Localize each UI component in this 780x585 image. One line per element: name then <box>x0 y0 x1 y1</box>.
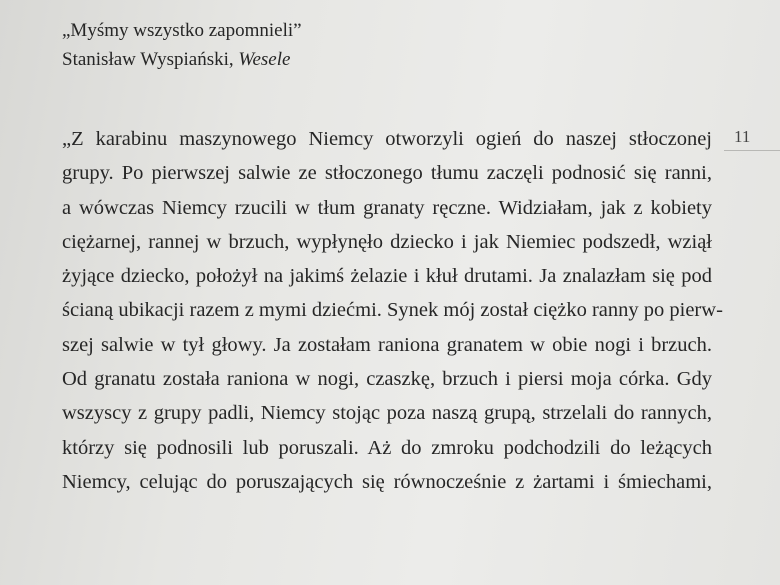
body-line: Niemcy, celując do poruszających się równocześnie z żartami i śmiechami, <box>62 470 712 493</box>
epigraph-work: Wesele <box>238 49 291 70</box>
body-line: Od granatu została raniona w nogi, czaszkę, brzuch i piersi moja córka. Gdy <box>62 368 712 391</box>
body-line: którzy się podnosili lub poruszali. Aż do zmroku podchodzili do leżących <box>62 436 712 459</box>
body-line: żyjące dziecko, położył na jakimś żelazie i kłuł drutami. Ja znalazłam się pod <box>62 265 712 288</box>
body-line: „Z karabinu maszynowego Niemcy otworzyli ogień do naszej stłoczonej <box>62 128 712 150</box>
epigraph-quote: „Myśmy wszystko zapomnieli” <box>62 20 302 41</box>
body-line: ścianą ubikacji razem z mymi dziećmi. Synek mój został ciężko ranny po pierw- <box>62 299 723 322</box>
margin-rule <box>724 150 780 151</box>
body-line: szej salwie w tył głowy. Ja zostałam raniona granatem w obie nogi i brzuch. <box>62 333 712 356</box>
body-line: ciężarnej, rannej w brzuch, wypłynęło dziecko i jak Niemiec podszedł, wziął <box>62 230 712 253</box>
body-line: a wówczas Niemcy rzucili w tłum granaty ręczne. Widziałam, jak z kobiety <box>62 196 712 219</box>
body-line: wszyscy z grupy padli, Niemcy stojąc poza naszą grupą, strzelali do rannych, <box>62 402 712 425</box>
body-text <box>62 122 723 499</box>
epigraph-attribution <box>62 45 302 74</box>
epigraph <box>62 16 302 74</box>
epigraph-author: Stanisław Wyspiański, <box>62 49 239 70</box>
page-number: 11 <box>734 127 751 146</box>
body-line: grupy. Po pierwszej salwie ze stłoczonego tłumu zaczęli podnosić się ranni, <box>62 162 712 185</box>
